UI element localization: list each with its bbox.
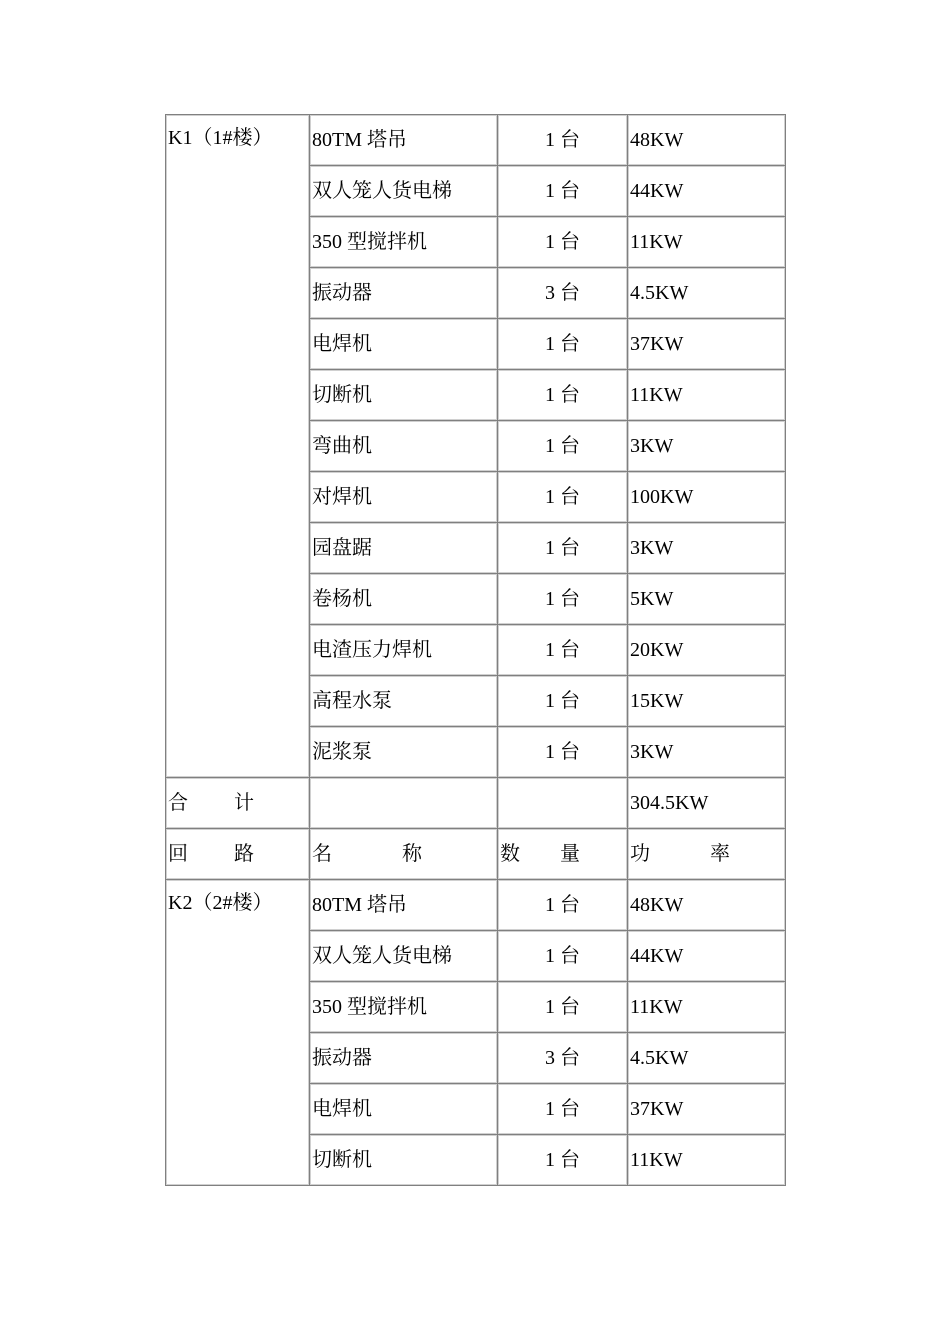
equipment-power: 4.5KW <box>628 1033 786 1084</box>
equipment-name: 对焊机 <box>310 472 498 523</box>
equipment-power: 100KW <box>628 472 786 523</box>
equipment-name: 园盘踞 <box>310 523 498 574</box>
equipment-name: 电焊机 <box>310 1084 498 1135</box>
header-loop <box>166 829 310 880</box>
header-row <box>166 829 786 880</box>
equipment-name: 弯曲机 <box>310 421 498 472</box>
equipment-power: 11KW <box>628 217 786 268</box>
equipment-qty: 1 台 <box>498 574 628 625</box>
equipment-qty: 1 台 <box>498 523 628 574</box>
header-name <box>310 829 498 880</box>
loop-cell: K1（1#楼） <box>166 115 310 778</box>
equipment-power: 3KW <box>628 523 786 574</box>
table-body <box>166 115 786 1186</box>
equipment-qty: 1 台 <box>498 931 628 982</box>
header-qty-char-b: 量 <box>560 843 580 865</box>
equipment-qty: 1 台 <box>498 727 628 778</box>
header-name-char-a: 名 <box>312 843 332 865</box>
equipment-qty: 1 台 <box>498 472 628 523</box>
equipment-qty: 1 台 <box>498 982 628 1033</box>
total-empty-name <box>310 778 498 829</box>
total-label <box>166 778 310 829</box>
equipment-qty: 1 台 <box>498 319 628 370</box>
equipment-qty: 1 台 <box>498 421 628 472</box>
equipment-name: 高程水泵 <box>310 676 498 727</box>
equipment-name: 卷杨机 <box>310 574 498 625</box>
table-row <box>166 115 786 166</box>
equipment-power: 11KW <box>628 370 786 421</box>
equipment-power: 20KW <box>628 625 786 676</box>
equipment-power-table <box>165 114 786 1186</box>
total-label-char-a: 合 <box>168 792 188 814</box>
equipment-qty: 1 台 <box>498 676 628 727</box>
table-row <box>166 880 786 931</box>
equipment-power: 44KW <box>628 166 786 217</box>
equipment-qty: 1 台 <box>498 880 628 931</box>
equipment-name: 双人笼人货电梯 <box>310 931 498 982</box>
equipment-power: 37KW <box>628 319 786 370</box>
equipment-power: 3KW <box>628 421 786 472</box>
equipment-name: 350 型搅拌机 <box>310 217 498 268</box>
equipment-name: 80TM 塔吊 <box>310 880 498 931</box>
header-loop-char-a: 回 <box>168 843 188 865</box>
equipment-qty: 1 台 <box>498 1135 628 1186</box>
equipment-name: 泥浆泵 <box>310 727 498 778</box>
total-empty-qty <box>498 778 628 829</box>
total-label-char-b: 计 <box>234 792 254 814</box>
equipment-name: 切断机 <box>310 1135 498 1186</box>
header-power <box>628 829 786 880</box>
equipment-qty: 3 台 <box>498 268 628 319</box>
equipment-name: 振动器 <box>310 268 498 319</box>
total-row <box>166 778 786 829</box>
equipment-qty: 1 台 <box>498 166 628 217</box>
equipment-qty: 1 台 <box>498 217 628 268</box>
equipment-qty: 1 台 <box>498 115 628 166</box>
header-name-char-b: 称 <box>402 843 422 865</box>
header-loop-char-b: 路 <box>234 843 254 865</box>
equipment-name: 切断机 <box>310 370 498 421</box>
equipment-name: 350 型搅拌机 <box>310 982 498 1033</box>
header-power-char-b: 率 <box>710 843 730 865</box>
equipment-power: 4.5KW <box>628 268 786 319</box>
equipment-power: 3KW <box>628 727 786 778</box>
equipment-qty: 1 台 <box>498 370 628 421</box>
equipment-power: 15KW <box>628 676 786 727</box>
equipment-power: 48KW <box>628 115 786 166</box>
total-power: 304.5KW <box>628 778 786 829</box>
equipment-name: 电渣压力焊机 <box>310 625 498 676</box>
equipment-power: 5KW <box>628 574 786 625</box>
equipment-power: 37KW <box>628 1084 786 1135</box>
equipment-power: 48KW <box>628 880 786 931</box>
equipment-qty: 1 台 <box>498 1084 628 1135</box>
header-qty-char-a: 数 <box>500 843 520 865</box>
equipment-name: 80TM 塔吊 <box>310 115 498 166</box>
equipment-power: 44KW <box>628 931 786 982</box>
loop-cell: K2（2#楼） <box>166 880 310 1186</box>
header-qty <box>498 829 628 880</box>
header-power-char-a: 功 <box>630 843 650 865</box>
equipment-qty: 1 台 <box>498 625 628 676</box>
equipment-power: 11KW <box>628 982 786 1033</box>
equipment-name: 双人笼人货电梯 <box>310 166 498 217</box>
equipment-name: 振动器 <box>310 1033 498 1084</box>
equipment-name: 电焊机 <box>310 319 498 370</box>
equipment-power: 11KW <box>628 1135 786 1186</box>
equipment-qty: 3 台 <box>498 1033 628 1084</box>
